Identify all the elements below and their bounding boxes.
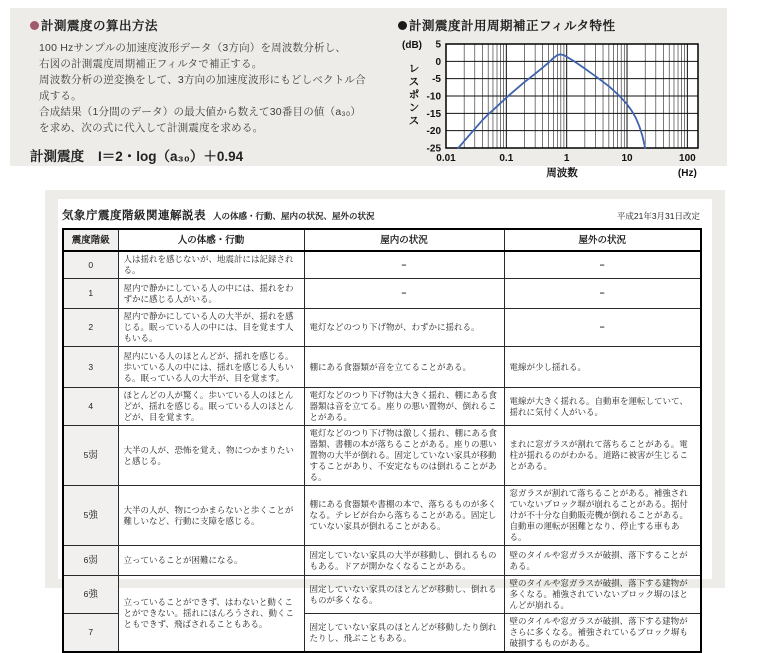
indoor-situation-cell: 電灯などのつり下げ物は激しく揺れ、棚にある食器類、書棚の本が落ちることがある。座りの悪い置物の大半が倒れる。固定していない家具が移動することがあり、不安定なものは倒れることがある。 xyxy=(304,426,504,486)
intensity-level-cell: 5弱 xyxy=(63,426,118,486)
x-tick-label: 0.01 xyxy=(436,153,456,164)
y-tick-label: -5 xyxy=(432,74,441,86)
x-unit-label: (Hz) xyxy=(677,168,697,179)
method-body-line: 合成結果（1分間のデータ）の最大値から数えて30番目の値（a₃₀） xyxy=(39,106,362,118)
table-row xyxy=(63,309,701,347)
table-row xyxy=(63,426,701,486)
y-tick-label: -10 xyxy=(426,91,441,103)
table-row xyxy=(63,486,701,546)
intensity-formula xyxy=(30,145,390,165)
method-body-line: 右図の計測震度周期補正フィルタで補正する。 xyxy=(39,58,263,70)
y-axis-label: レ xyxy=(408,63,420,75)
header-cell-level: 震度階級 xyxy=(63,229,118,251)
formula-label: 計測震度 xyxy=(30,149,84,164)
table-header-row xyxy=(63,229,701,251)
intensity-level-cell: 4 xyxy=(63,388,118,426)
x-axis-label: 周波数 xyxy=(546,167,578,179)
intensity-level-cell: 6弱 xyxy=(63,546,118,576)
outdoor-situation-cell: − xyxy=(504,279,701,309)
behavior-cell: 立っていることが困難になる。 xyxy=(118,546,304,576)
header-cell-behavior: 人の体感・行動 xyxy=(118,229,304,251)
behavior-cell: 屋内にいる人のほとんどが、揺れを感じる。歩いている人の中には、揺れを感じる人もいる。眠っている人の大半が、目を覚ます。 xyxy=(118,347,304,388)
header-cell-outdoor: 屋外の状況 xyxy=(504,229,701,251)
intensity-level-cell: 3 xyxy=(63,347,118,388)
indoor-situation-cell: 棚にある食器類や書棚の本で、落ちるものが多くなる。テレビが台から落ちることがある。固定していない家具が倒れることがある。 xyxy=(304,486,504,546)
indoor-situation-cell: 固定していない家具のほとんどが移動したり倒れたりし、飛ぶこともある。 xyxy=(304,614,504,653)
behavior-cell: 人は揺れを感じないが、地震計には記録される。 xyxy=(118,251,304,279)
intensity-level-cell: 7 xyxy=(63,614,118,653)
intensity-level-cell: 6強 xyxy=(63,576,118,614)
x-tick-label: 10 xyxy=(621,153,633,164)
method-body-line: 100 Hzサンプルの加速度波形データ（3方向）を周波数分析し、 xyxy=(39,42,347,54)
indoor-situation-cell: 電灯などのつり下げ物が、わずかに揺れる。 xyxy=(304,309,504,347)
bullet-icon xyxy=(30,21,39,30)
intensity-level-cell: 2 xyxy=(63,309,118,347)
table-revision-date: 平成21年3月31日改定 xyxy=(616,211,700,221)
indoor-situation-cell: − xyxy=(304,251,504,279)
method-body-line: 周波数分析の逆変換をして、3方向の加速度波形にもどしベクトル合 xyxy=(39,74,366,86)
bullet-icon xyxy=(398,21,407,30)
method-body-line: 成する。 xyxy=(39,90,82,102)
calculation-method-section xyxy=(30,16,390,166)
indoor-situation-cell: 電灯などのつり下げ物は大きく揺れ、棚にある食器類は音を立てる。座りの悪い置物が、倒れることがある。 xyxy=(304,388,504,426)
table-row xyxy=(63,576,701,614)
intensity-table-panel xyxy=(45,190,725,648)
behavior-cell: 屋内で静かにしている人の中には、揺れをわずかに感じる人がいる。 xyxy=(118,279,304,309)
y-unit-label: (dB) xyxy=(402,40,422,51)
y-tick-label: 0 xyxy=(435,56,441,68)
behavior-cell: ほとんどの人が驚く。歩いている人のほとんどが、揺れを感じる。眠っている人のほとんどが、目を覚ます。 xyxy=(118,388,304,426)
outdoor-situation-cell: まれに窓ガラスが割れて落ちることがある。電柱が揺れるのがわかる。道路に被害が生じることがある。 xyxy=(504,426,701,486)
table-body xyxy=(63,251,701,652)
y-tick-label: -20 xyxy=(426,126,441,138)
intensity-table xyxy=(62,228,702,653)
table-row xyxy=(63,388,701,426)
x-tick-label: 1 xyxy=(563,153,570,164)
table-row xyxy=(63,251,701,279)
indoor-situation-cell: 棚にある食器類が音を立てることがある。 xyxy=(304,347,504,388)
intensity-level-cell: 5強 xyxy=(63,486,118,546)
frequency-response-chart xyxy=(398,36,728,184)
behavior-cell: 屋内で静かにしている人の大半が、揺れを感じる。眠っている人の中には、目を覚ます人もいる。 xyxy=(118,309,304,347)
method-title-text: 計測震度の算出方法 xyxy=(41,19,159,33)
method-body-line: を求め、次の式に代入して計測震度を求める。 xyxy=(39,122,264,134)
y-tick-label: 5 xyxy=(435,39,441,51)
header-cell-indoor: 屋内の状況 xyxy=(304,229,504,251)
outdoor-situation-cell: 電線が少し揺れる。 xyxy=(504,347,701,388)
indoor-situation-cell: 固定していない家具の大半が移動し、倒れるものもある。ドアが開かなくなることがある。 xyxy=(304,546,504,576)
intensity-table-card xyxy=(58,199,712,648)
x-tick-label: 100 xyxy=(679,153,696,164)
y-axis-label: ン xyxy=(408,102,420,114)
table-title-row xyxy=(62,207,700,223)
outdoor-situation-cell: 壁のタイルや窓ガラスが破損、落下することがある。 xyxy=(504,546,701,576)
y-tick-label: -25 xyxy=(426,143,441,155)
behavior-cell: 大半の人が、物につかまらないと歩くことが難しいなど、行動に支障を感じる。 xyxy=(118,486,304,546)
method-section-title xyxy=(30,16,390,34)
indoor-situation-cell: 固定していない家具のほとんどが移動し、倒れるものが多くなる。 xyxy=(304,576,504,614)
y-tick-label: -15 xyxy=(426,108,441,120)
table-row xyxy=(63,347,701,388)
behavior-cell: 立っていることができず、はわないと動くことができない。揺れにほんろうされ、動くこともできず、飛ばされることもある。 xyxy=(118,576,304,653)
y-axis-label: ス xyxy=(408,115,420,127)
outdoor-situation-cell: 壁のタイルや窓ガラスが破損、落下する建物がさらに多くなる。補強されているブロック塀も破損するものがある。 xyxy=(504,614,701,653)
y-axis-label: ス xyxy=(408,76,420,88)
method-description xyxy=(30,40,390,136)
table-title: 気象庁震度階級関連解説表 xyxy=(62,210,206,222)
intensity-level-cell: 1 xyxy=(63,279,118,309)
y-axis-label: ポ xyxy=(408,89,420,101)
outdoor-situation-cell: 壁のタイルや窓ガラスが破損、落下する建物が多くなる。補強されていないブロック塀のほとんどが崩れる。 xyxy=(504,576,701,614)
formula-expression: I＝2・log（a₃₀）＋0.94 xyxy=(98,149,244,164)
table-row xyxy=(63,546,701,576)
table-subtitle: 人の体感・行動、屋内の状況、屋外の状況 xyxy=(213,211,375,221)
filter-section-title xyxy=(398,16,728,34)
filter-chart-section xyxy=(398,16,728,179)
intensity-level-cell: 0 xyxy=(63,251,118,279)
top-info-panel xyxy=(10,8,727,179)
outdoor-situation-cell: 窓ガラスが割れて落ちることがある。補強されていないブロック塀が崩れることがある。据付けが不十分な自動販売機が倒れることがある。自動車の運転が困難となり、停止する車もある。 xyxy=(504,486,701,546)
indoor-situation-cell: − xyxy=(304,279,504,309)
outdoor-situation-cell: − xyxy=(504,309,701,347)
outdoor-situation-cell: − xyxy=(504,251,701,279)
table-row xyxy=(63,279,701,309)
x-tick-label: 0.1 xyxy=(499,153,514,164)
behavior-cell: 大半の人が、恐怖を覚え、物につかまりたいと感じる。 xyxy=(118,426,304,486)
outdoor-situation-cell: 電線が大きく揺れる。自動車を運転していて、揺れに気付く人がいる。 xyxy=(504,388,701,426)
filter-title-text: 計測震度計用周期補正フィルタ特性 xyxy=(409,19,616,33)
